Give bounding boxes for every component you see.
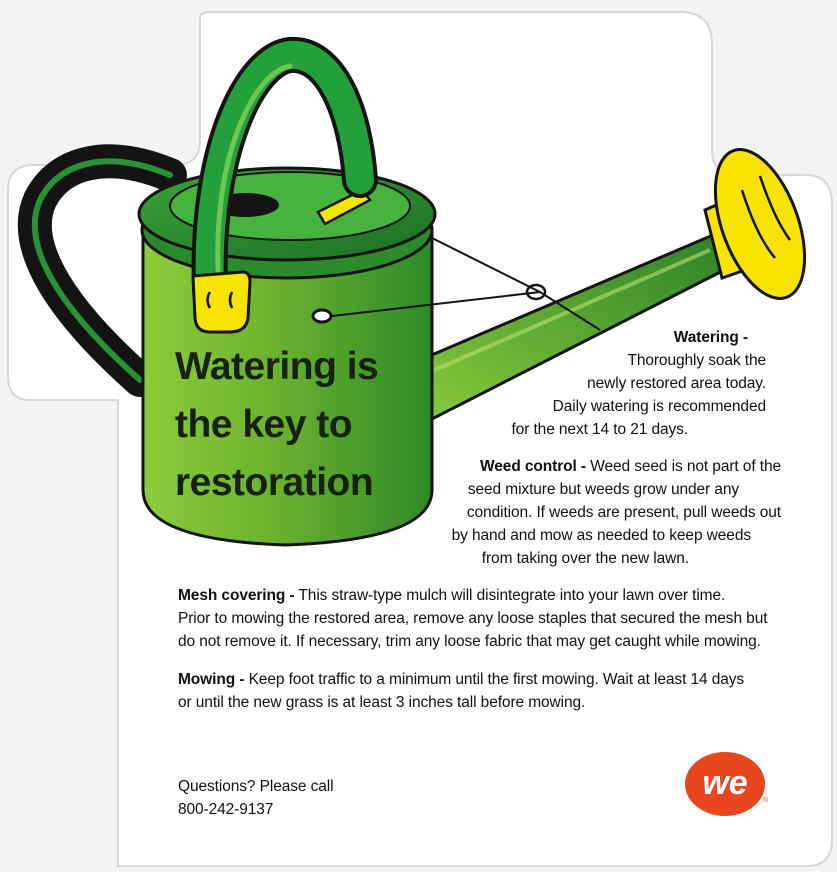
svg-text:we: we [702, 764, 748, 802]
weed-control-section [436, 455, 781, 570]
mesh-covering-line: This straw-type mulch will disintegrate into your lawn over time. [294, 587, 726, 604]
spout-rose [698, 138, 823, 311]
watering-line: for the next 14 to 21 days. [511, 421, 688, 438]
mowing-heading: Mowing - [178, 671, 245, 688]
headline-line-2: the key to [175, 403, 353, 446]
watering-line: newly restored area today. [587, 375, 766, 392]
mesh-covering-line: Prior to mowing the restored area, remove any loose staples that secured the mesh but [178, 610, 768, 627]
handle-clip [193, 272, 250, 332]
svg-text:®: ® [763, 797, 769, 804]
weed-control-line: condition. If weeds are present, pull weeds out [466, 504, 781, 521]
contact-prompt: Questions? Please call [178, 778, 334, 795]
weed-control-line: Weed seed is not part of the [586, 458, 781, 475]
watering-line: Thoroughly soak the [627, 352, 766, 369]
contact-block [178, 775, 478, 821]
mesh-covering-heading: Mesh covering - [178, 587, 295, 604]
rivet [313, 310, 331, 322]
mowing-line: or until the new grass is at least 3 inches tall before mowing. [178, 694, 586, 711]
headline-line-1: Watering is [175, 345, 379, 388]
mowing-section [178, 668, 783, 714]
mowing-line: Keep foot traffic to a minimum until the first mowing. Wait at least 14 days [244, 671, 745, 688]
headline-line-3: restoration [175, 461, 374, 504]
contact-phone: 800-242-9137 [178, 801, 274, 818]
weed-control-heading: Weed control - [480, 458, 586, 475]
weed-control-line: seed mixture but weeds grow under any [467, 481, 739, 498]
headline [175, 338, 435, 512]
mesh-covering-line: do not remove it. If necessary, trim any loose fabric that may get caught while mowing. [178, 633, 761, 650]
watering-section [470, 326, 766, 441]
watering-heading: Watering - [673, 329, 748, 346]
we-energies-logo [683, 746, 771, 818]
weed-control-line: from taking over the new lawn. [481, 550, 689, 567]
weed-control-line: by hand and mow as needed to keep weeds [451, 527, 751, 544]
watering-line: Daily watering is recommended [552, 398, 766, 415]
mesh-covering-section [178, 584, 783, 653]
